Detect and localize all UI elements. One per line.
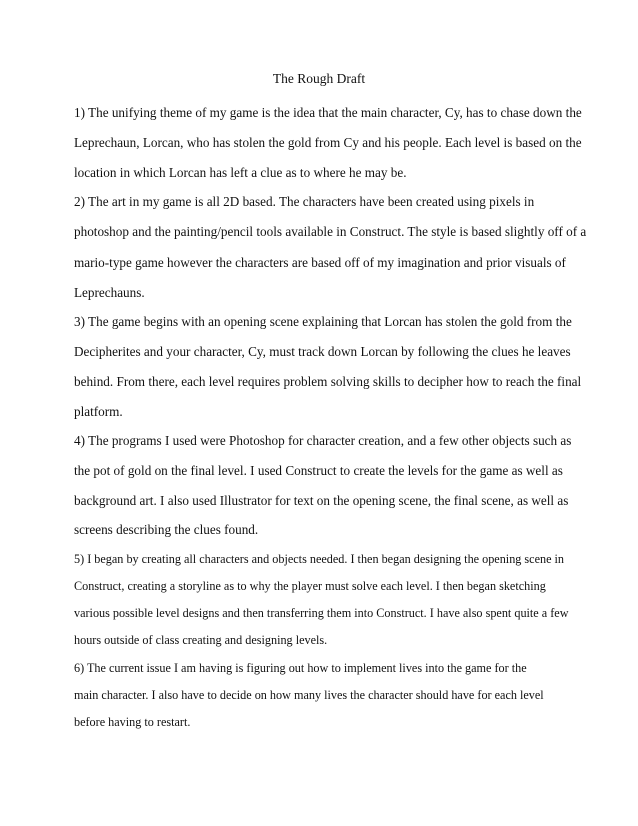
text-line: various possible level designs and then transferring them into Construct. I have also spent quite a few [74,606,569,620]
text-line: 4) The programs I used were Photoshop for character creation, and a few other objects such as [74,433,572,448]
text-line: location in which Lorcan has left a clue as to where he may be. [74,165,407,180]
text-line: before having to restart. [74,715,191,729]
text-line: Construct, creating a storyline as to why the player must solve each level. I then began sketching [74,579,546,593]
text-line: Leprechauns. [74,285,145,300]
text-line: main character. I also have to decide on how many lives the character should have for each level [74,688,544,702]
text-line: the pot of gold on the final level. I used Construct to create the levels for the game as well as [74,463,563,478]
text-line: screens describing the clues found. [74,522,259,537]
text-line: 2) The art in my game is all 2D based. The characters have been created using pixels in [74,194,535,209]
text-line: 5) I began by creating all characters and objects needed. I then began designing the opening scene in [74,552,565,566]
text-line: background art. I also used Illustrator for text on the opening scene, the final scene, as well as [74,493,569,508]
text-line: mario-type game however the characters are based off of my imagination and prior visuals of [74,255,566,270]
text-line: behind. From there, each level requires problem solving skills to decipher how to reach the final [74,374,582,389]
text-line: platform. [74,404,123,419]
text-line: 1) The unifying theme of my game is the idea that the main character, Cy, has to chase down the [74,105,582,120]
text-line: Decipherites and your character, Cy, must track down Lorcan by following the clues he leaves [74,344,571,359]
text-line: photoshop and the painting/pencil tools available in Construct. The style is based slightly off of a [74,224,587,239]
text-line: 3) The game begins with an opening scene explaining that Lorcan has stolen the gold from the [74,314,572,329]
text-line: Leprechaun, Lorcan, who has stolen the gold from Cy and his people. Each level is based on the [74,135,582,150]
document-title: The Rough Draft [272,71,366,86]
text-line: 6) The current issue I am having is figuring out how to implement lives into the game for the [74,661,527,675]
text-line: hours outside of class creating and designing levels. [74,633,328,647]
